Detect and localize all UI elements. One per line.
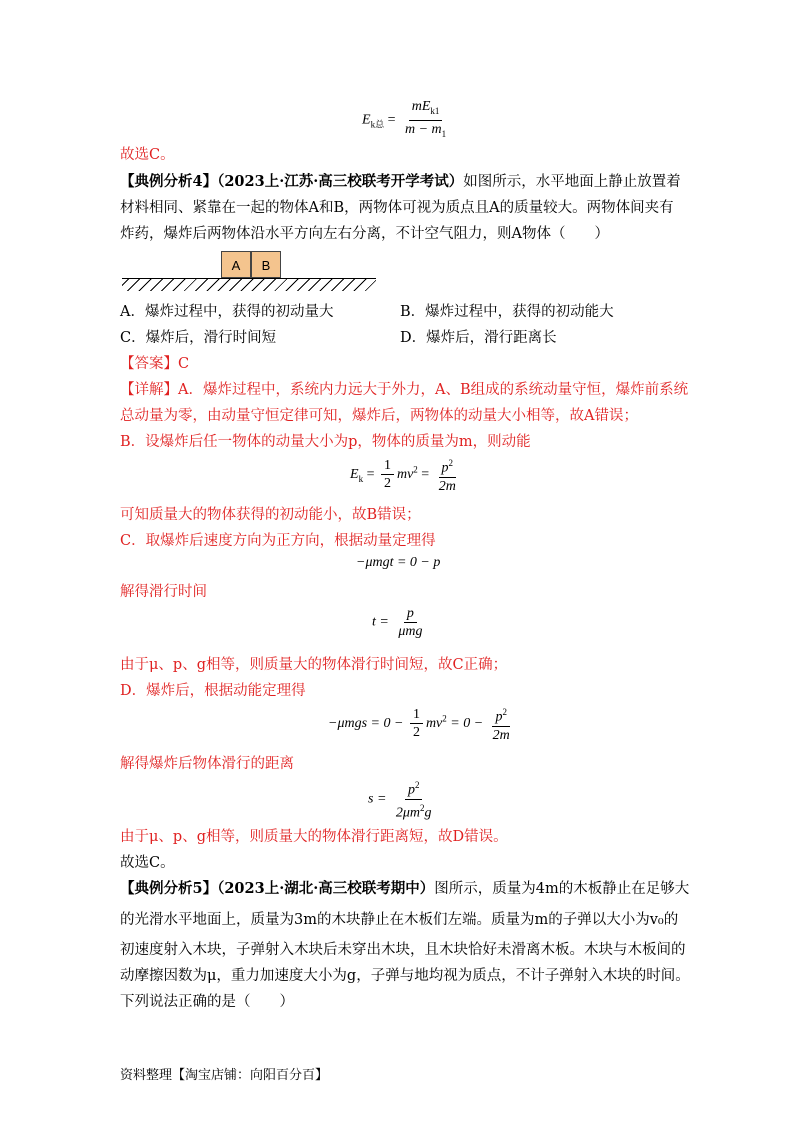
equation-distance: s = $\frac{p^2}{2\mu m^2g}$ [368, 777, 438, 821]
formula-ek-total: $E_{k总}$ = $\frac{mE_{k1}}{m - m_1}$ [362, 98, 452, 143]
block-b: B [251, 251, 281, 278]
example5-line2: 的光滑水平地面上，质量为3m的木块静止在木板们左端。质量为m的子弹以大小为v₀的 [120, 912, 679, 928]
equation-momentum: −μmgt = 0 − p [356, 555, 441, 570]
detail-line3: B．设爆炸后任一物体的动量大小为p，物体的质量为m，则动能 [120, 434, 531, 450]
block-a: A [221, 251, 251, 278]
example5-line1: 【典例分析5】（2023上·湖北·高三校联考期中）图所示，质量为4m的木板静止在足够大 [120, 880, 690, 897]
equation-energy: −μmgs = 0 − $\frac{1}{2}$ $mv^2 = 0$ − $\frac{p^2}{2m}$ [328, 704, 516, 744]
option-d: D．爆炸后，滑行距离长 [400, 330, 557, 346]
detail-line1: 【详解】A．爆炸过程中，系统内力远大于外力，A、B组成的系统动量守恒，爆炸前系统 [120, 382, 689, 398]
detail-line9: 解得爆炸后物体滑行的距离 [120, 756, 294, 772]
detail-line2: 总动量为零，由动量守恒定律可知，爆炸后，两物体的动量大小相等，故A错误； [120, 408, 638, 424]
option-a: A．爆炸过程中，获得的初动量大 [120, 304, 334, 320]
option-b: B．爆炸过程中，获得的初动能大 [400, 304, 614, 320]
formula-lhs: E [362, 112, 371, 128]
conclusion-1: 故选C。 [120, 147, 175, 163]
detail-line4: 可知质量大的物体获得的初动能小，故B错误； [120, 507, 421, 523]
example5-line4: 动摩擦因数为μ，重力加速度大小为g，子弹与地均视为质点，不计子弹射入木块的时间。 [120, 968, 690, 984]
example5-tag: 【典例分析5】 [120, 880, 218, 897]
ground-hatch [122, 278, 376, 291]
conclusion-2: 故选C。 [120, 855, 175, 871]
detail-line10: 由于μ、p、g相等，则质量大的物体滑行距离短，故D错误。 [120, 829, 508, 845]
option-c: C．爆炸后，滑行时间短 [120, 330, 277, 346]
example4-tag: 【典例分析4】 [120, 173, 218, 190]
footer: 资料整理【淘宝店铺：向阳百分百】 [120, 1068, 329, 1083]
detail-line6: 解得滑行时间 [120, 584, 207, 600]
example4-line3: 炸药，爆炸后两物体沿水平方向左右分离，不计空气阻力，则A物体（ ） [120, 226, 609, 242]
detail-line5: C．取爆炸后速度方向为正方向，根据动量定理得 [120, 533, 436, 549]
equation-time: t = $\frac{p}{\text{μmg}}$ [372, 606, 423, 639]
formula-fraction: $\frac{mE_{k1}}{m - m_1}$ [404, 99, 447, 139]
equation-kinetic-energy: $E_k$ = $\frac{1}{2}$ $mv^2$ = $\frac{p^2}{2m}$ [350, 455, 462, 495]
example5-source: （2023上·湖北·高三校联考期中） [217, 880, 435, 897]
example4-line2: 材料相同、紧靠在一起的物体A和B，两物体可视为质点且A的质量较大。两物体间夹有 [120, 200, 674, 216]
answer: 【答案】C [120, 356, 190, 372]
example4-line1: 【典例分析4】（2023上·江苏·高三校联考开学考试）如图所示，水平地面上静止放置着 [120, 173, 681, 190]
detail-line8: D．爆炸后，根据动能定理得 [120, 683, 306, 699]
example4-source: （2023上·江苏·高三校联考开学考试） [217, 173, 464, 190]
example5-line5: 下列说法正确的是（ ） [120, 994, 294, 1010]
example5-line3: 初速度射入木块，子弹射入木块后未穿出木块，且木块恰好未滑离木板。木块与木板间的 [120, 942, 686, 958]
detail-line7: 由于μ、p、g相等，则质量大的物体滑行时间短，故C正确； [120, 657, 508, 673]
